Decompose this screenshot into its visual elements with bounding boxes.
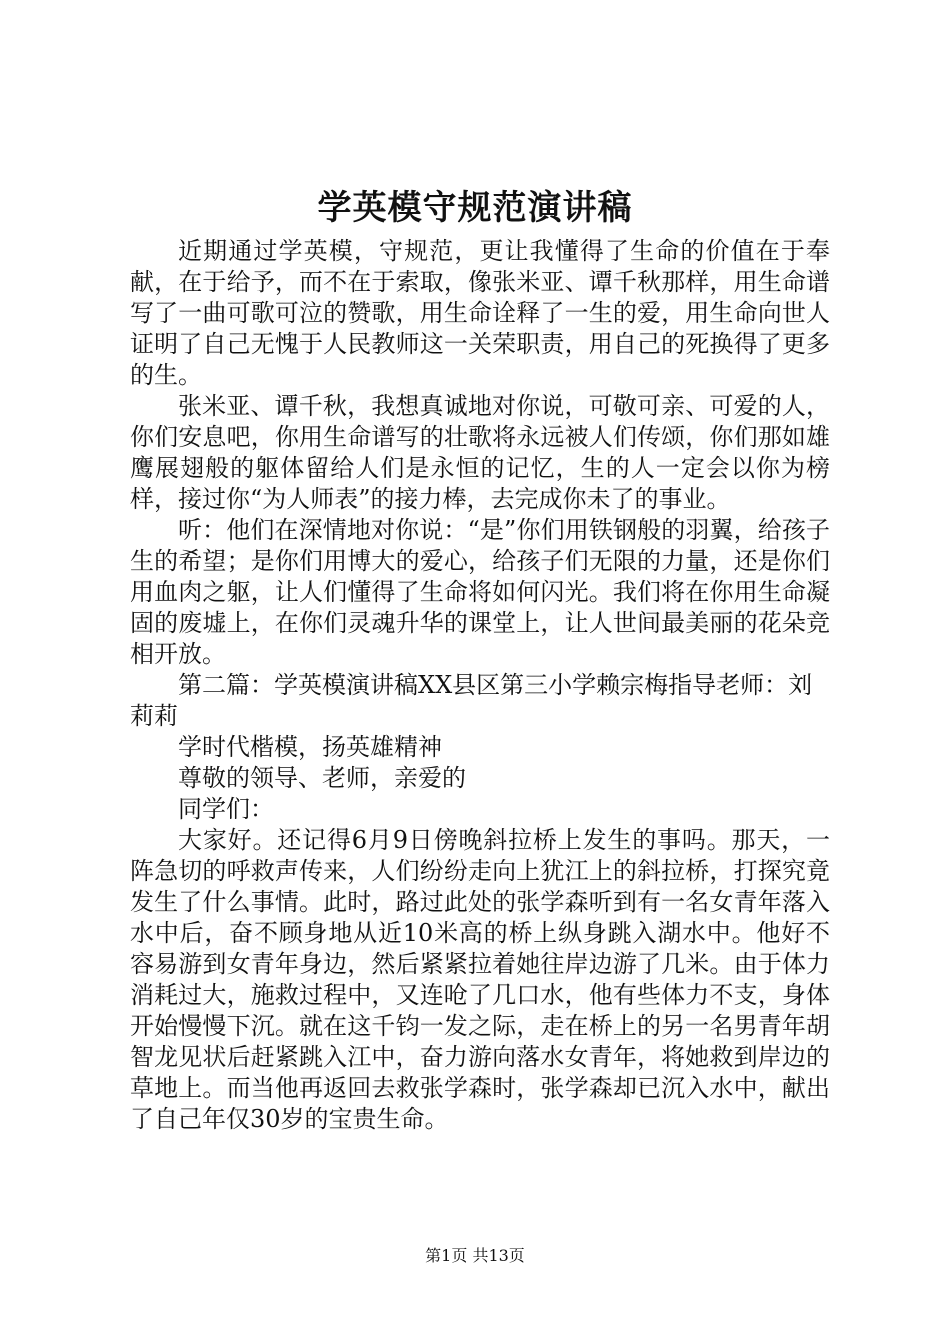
paragraph-2: 张米亚、谭千秋，我想真诚地对你说，可敬可亲、可爱的人，你们安息吧，你用生命谱写的壮歌将永远被人们传颂，你们那如雄鹰展翅般的躯体留给人们是永恒的记忆，生的人一定会以你为榜样，接过你“为人师表”的接力棒，去完成你未了的事业。 bbox=[130, 392, 830, 513]
salutation-line-1: 尊敬的领导、老师，亲爱的 bbox=[178, 764, 466, 792]
paragraph-3: 听：他们在深情地对你说：“是”你们用铁钢般的羽翼，给孩子生的希望；是你们用博大的爱心，给孩子们无限的力量，还是你们用血肉之躯，让人们懂得了生命将如何闪光。我们将在你用生命凝固的废墟上，在你们灵魂升华的课堂上，让人世间最美丽的花朵竞相开放。 bbox=[130, 516, 830, 668]
document-title: 学英模守规范演讲稿 bbox=[317, 188, 633, 228]
speech-title: 学时代楷模，扬英雄精神 bbox=[178, 733, 442, 761]
salutation-line-2: 同学们： bbox=[178, 795, 274, 823]
document-body bbox=[130, 236, 830, 1135]
paragraph-1: 近期通过学英模，守规范，更让我懂得了生命的价值在于奉献，在于给予，而不在于索取，像张米亚、谭千秋那样，用生命谱写了一曲可歌可泣的赞歌，用生命诠释了一生的爱，用生命向世人证明了自己无愧于人民教师这一关荣职责，用自己的死换得了更多的生。 bbox=[130, 237, 830, 389]
paragraph-story: 大家好。还记得6月9日傍晚斜拉桥上发生的事吗。那天，一阵急切的呼救声传来，人们纷纷走向上犹江上的斜拉桥，打探究竟发生了什么事情。此时，路过此处的张学森听到有一名女青年落入水中后，奋不顾身地从近10米高的桥上纵身跳入湖水中。他好不容易游到女青年身边，然后紧紧拉着她往岸边游了几米。由于体力消耗过大，施救过程中，又连呛了几口水，他有些体力不支，身体开始慢慢下沉。就在这千钧一发之际，走在桥上的另一名男青年胡智龙见状后赶紧跳入江中，奋力游向落水女青年，将她救到岸边的草地上。而当他再返回去救张学森时，张学森却已沉入水中，献出了自己年仅30岁的宝贵生命。 bbox=[130, 826, 830, 1133]
page-footer: 第1页 共13页 bbox=[425, 1246, 525, 1265]
second-article-heading: 第二篇：学英模演讲稿XX县区第三小学赖宗梅指导老师：刘莉莉 bbox=[130, 671, 813, 730]
